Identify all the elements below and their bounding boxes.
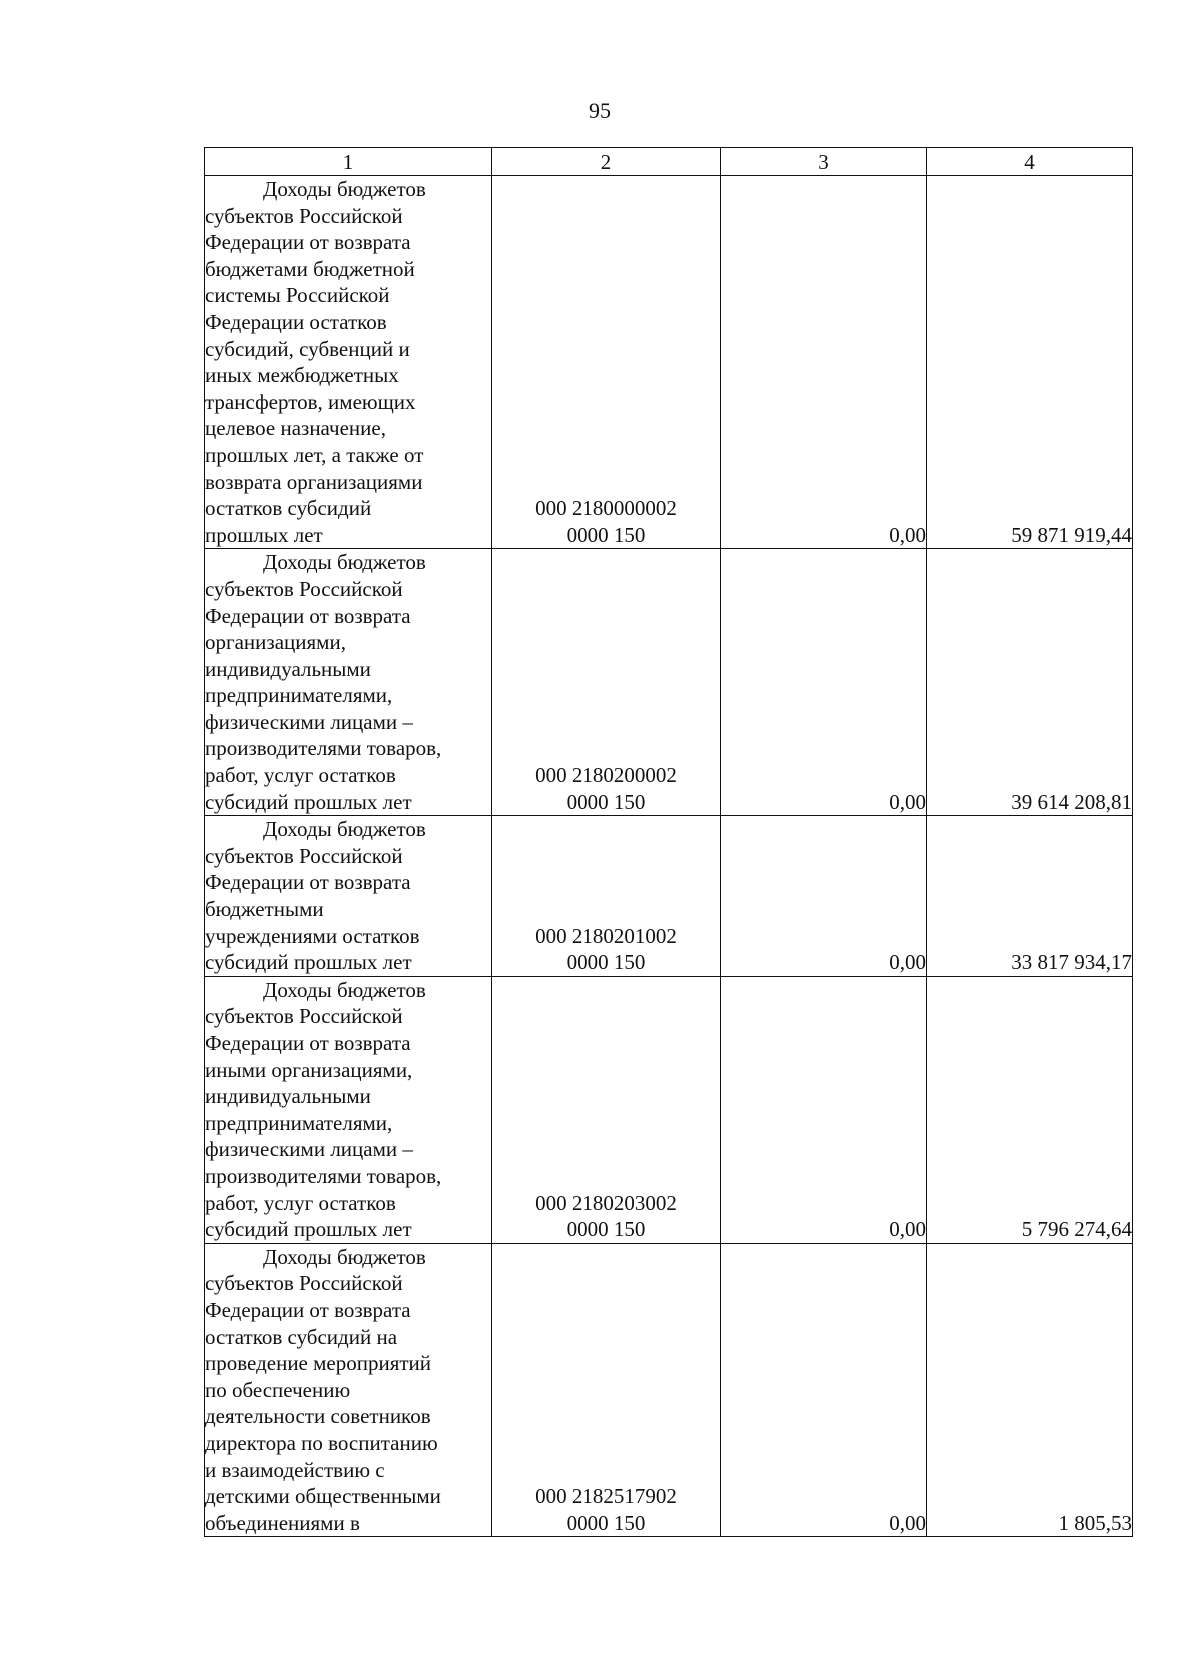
row-col4-value: 1 805,53 [927, 1243, 1133, 1537]
row-col4-value: 39 614 208,81 [927, 549, 1133, 816]
header-col-3: 3 [721, 148, 927, 176]
row-description [205, 176, 492, 549]
row-col4-value: 5 796 274,64 [927, 976, 1133, 1243]
row-col3-value: 0,00 [721, 816, 927, 977]
table-header-row [205, 148, 1133, 176]
row-description [205, 976, 492, 1243]
table-row [205, 816, 1133, 977]
budget-revenue-table [204, 147, 1133, 1537]
row-description-text: субъектов Российской Федерации от возврата организациями, индивидуальными предпринимателями, физическими лицами – производителями товаров, работ, услуг остатков субсидий прошлых лет [205, 576, 442, 814]
row-col3-value: 0,00 [721, 176, 927, 549]
row-col4-value: 59 871 919,44 [927, 176, 1133, 549]
row-description [205, 549, 492, 816]
header-col-4: 4 [927, 148, 1133, 176]
row-col4-value: 33 817 934,17 [927, 816, 1133, 977]
row-description-first-line: Доходы бюджетов [263, 977, 426, 1002]
row-description-text: субъектов Российской Федерации от возврата остатков субсидий на проведение мероприятий по обеспечению деятельности советников директора по воспитанию и взаимодействию с детскими общественными объединениями в [205, 1271, 441, 1535]
row-budget-code: 000 2182517902 0000 150 [492, 1243, 721, 1537]
page-number: 95 [589, 98, 611, 123]
table-row [205, 976, 1133, 1243]
row-col3-value: 0,00 [721, 976, 927, 1243]
table-row [205, 176, 1133, 549]
row-description [205, 816, 492, 977]
row-budget-code: 000 2180200002 0000 150 [492, 549, 721, 816]
row-description-text: субъектов Российской Федерации от возврата бюджетами бюджетной системы Российской Федерации остатков субсидий, субвенций и иных межбюджетных трансфертов, имеющих целевое назначение, прошлых лет, а также от возврата организациями остатков субсидий прошлых лет [205, 203, 424, 547]
row-description-first-line: Доходы бюджетов [263, 1244, 426, 1269]
row-budget-code: 000 2180203002 0000 150 [492, 976, 721, 1243]
row-description-first-line: Доходы бюджетов [263, 817, 426, 842]
row-description [205, 1243, 492, 1537]
row-description-text: субъектов Российской Федерации от возврата иными организациями, индивидуальными предпринимателями, физическими лицами – производителями товаров, работ, услуг остатков субсидий прошлых лет [205, 1004, 442, 1242]
header-col-1: 1 [205, 148, 492, 176]
table-row [205, 549, 1133, 816]
row-description-text: субъектов Российской Федерации от возврата бюджетными учреждениями остатков субсидий прошлых лет [205, 843, 420, 975]
header-col-2: 2 [492, 148, 721, 176]
row-description-first-line: Доходы бюджетов [263, 550, 426, 575]
row-col3-value: 0,00 [721, 549, 927, 816]
table-row [205, 1243, 1133, 1537]
row-budget-code: 000 2180201002 0000 150 [492, 816, 721, 977]
row-col3-value: 0,00 [721, 1243, 927, 1537]
row-budget-code: 000 2180000002 0000 150 [492, 176, 721, 549]
row-description-first-line: Доходы бюджетов [263, 177, 426, 201]
